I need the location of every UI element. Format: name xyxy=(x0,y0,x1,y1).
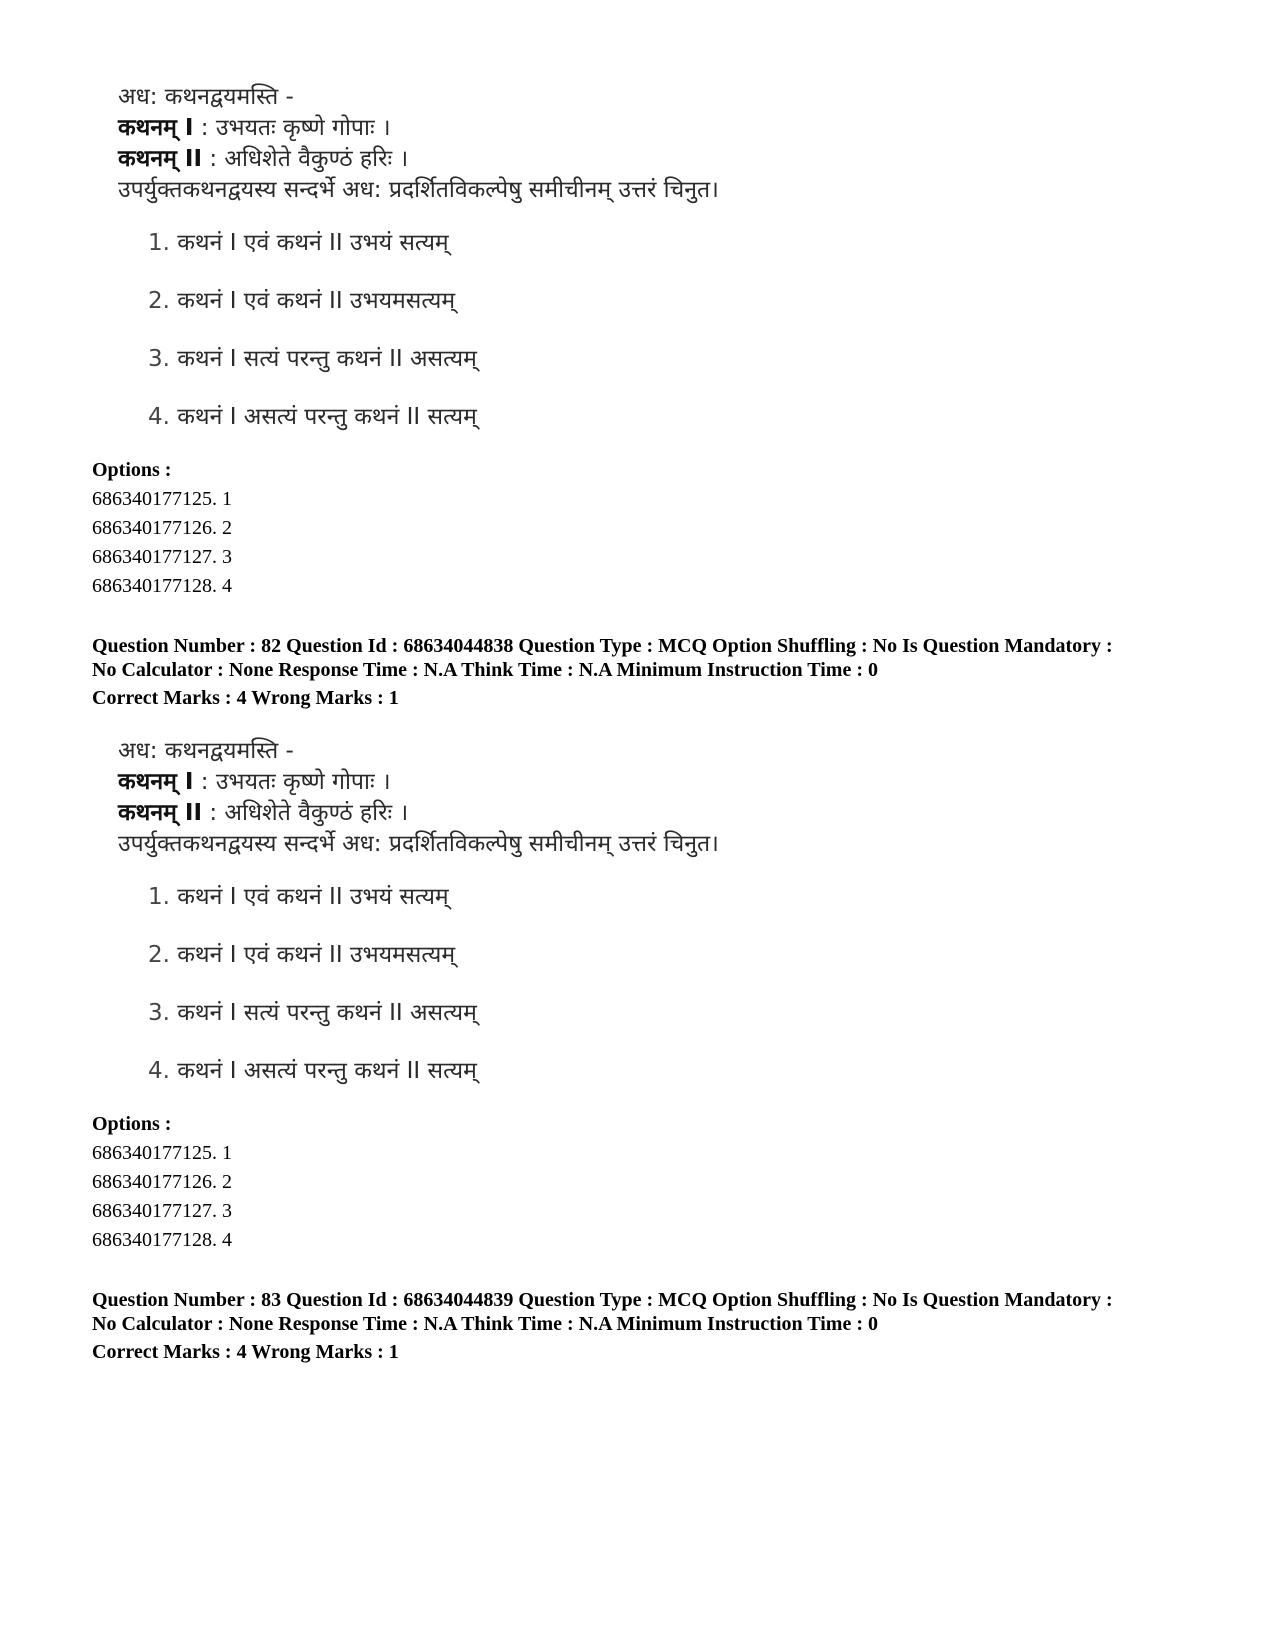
choice-number: 3. xyxy=(148,346,170,372)
question-instruction: उपर्युक्तकथनद्वयस्य सन्दर्भे अध: प्रदर्शितविकल्पेषु समीचीनम् उत्तरं चिनुत। xyxy=(118,177,719,203)
choice-number: 4. xyxy=(148,404,170,430)
statement-2-text: : अधिशेते वैकुण्ठं हरिः । xyxy=(202,800,409,826)
choice-item xyxy=(148,998,878,1029)
question-instruction: उपर्युक्तकथनद्वयस्य सन्दर्भे अध: प्रदर्शितविकल्पेषु समीचीनम् उत्तरं चिनुत। xyxy=(118,831,719,857)
question-marks: Correct Marks : 4 Wrong Marks : 1 xyxy=(92,687,399,709)
statement-1-label: कथनम् I xyxy=(118,769,194,795)
choice-item xyxy=(148,402,878,433)
choice-item xyxy=(148,940,878,971)
statement-1 xyxy=(118,767,878,798)
statement-2 xyxy=(118,144,878,175)
statement-1-text: : उभयतः कृष्णे गोपाः । xyxy=(193,115,391,141)
question-block-2 xyxy=(118,736,878,1087)
question-meta-82 xyxy=(92,634,1192,710)
statement-2-text: : अधिशेते वैकुण्ठं हरिः । xyxy=(202,146,409,172)
option-item: 686340177127. 3 xyxy=(92,1200,232,1222)
options-heading: Options : xyxy=(92,1113,172,1135)
choice-text: कथनं I असत्यं परन्तु कथनं II सत्यम् xyxy=(169,404,477,430)
statement-2-label: कथनम् II xyxy=(118,146,203,172)
choice-number: 2. xyxy=(148,288,170,314)
choice-text: कथनं I एवं कथनं II उभयं सत्यम् xyxy=(169,884,449,910)
choice-number: 2. xyxy=(148,942,170,968)
choice-list xyxy=(148,228,878,433)
options-heading: Options : xyxy=(92,459,172,481)
question-meta-line-2: No Calculator : None Response Time : N.A Think Time : N.A Minimum Instruction Time : 0 xyxy=(92,659,878,681)
question-meta-line-1: Question Number : 82 Question Id : 68634044838 Question Type : MCQ Option Shuffling : No Is Question Mandatory : xyxy=(92,635,1113,657)
choice-item xyxy=(148,882,878,913)
statement-2-label: कथनम् II xyxy=(118,800,203,826)
question-intro: अध: कथनद्वयमस्ति - xyxy=(118,84,294,110)
choice-item xyxy=(148,1056,878,1087)
statement-1-text: : उभयतः कृष्णे गोपाः । xyxy=(193,769,391,795)
question-intro: अध: कथनद्वयमस्ति - xyxy=(118,738,294,764)
choice-number: 4. xyxy=(148,1058,170,1084)
question-meta-line-2: No Calculator : None Response Time : N.A Think Time : N.A Minimum Instruction Time : 0 xyxy=(92,1313,878,1335)
statement-1-label: कथनम् I xyxy=(118,115,194,141)
choice-text: कथनं I असत्यं परन्तु कथनं II सत्यम् xyxy=(169,1058,477,1084)
choice-item xyxy=(148,228,878,259)
statement-2 xyxy=(118,798,878,829)
option-item: 686340177126. 2 xyxy=(92,1171,232,1193)
option-item: 686340177126. 2 xyxy=(92,517,232,539)
choice-item xyxy=(148,344,878,375)
choice-list xyxy=(148,882,878,1087)
statement-1 xyxy=(118,113,878,144)
choice-number: 3. xyxy=(148,1000,170,1026)
choice-text: कथनं I एवं कथनं II उभयमसत्यम् xyxy=(169,288,456,314)
choice-number: 1. xyxy=(148,884,170,910)
option-item: 686340177128. 4 xyxy=(92,1229,232,1251)
choice-number: 1. xyxy=(148,230,170,256)
option-item: 686340177127. 3 xyxy=(92,546,232,568)
choice-text: कथनं I एवं कथनं II उभयं सत्यम् xyxy=(169,230,449,256)
question-meta-83 xyxy=(92,1288,1192,1364)
option-item: 686340177128. 4 xyxy=(92,575,232,597)
options-list-2 xyxy=(92,1110,232,1255)
option-item: 686340177125. 1 xyxy=(92,488,232,510)
choice-text: कथनं I सत्यं परन्तु कथनं II असत्यम् xyxy=(169,1000,477,1026)
question-block-1 xyxy=(118,82,878,433)
option-item: 686340177125. 1 xyxy=(92,1142,232,1164)
choice-item xyxy=(148,286,878,317)
options-list-1 xyxy=(92,456,232,601)
choice-text: कथनं I सत्यं परन्तु कथनं II असत्यम् xyxy=(169,346,477,372)
question-marks: Correct Marks : 4 Wrong Marks : 1 xyxy=(92,1341,399,1363)
choice-text: कथनं I एवं कथनं II उभयमसत्यम् xyxy=(169,942,456,968)
question-meta-line-1: Question Number : 83 Question Id : 68634044839 Question Type : MCQ Option Shuffling : No Is Question Mandatory : xyxy=(92,1289,1113,1311)
